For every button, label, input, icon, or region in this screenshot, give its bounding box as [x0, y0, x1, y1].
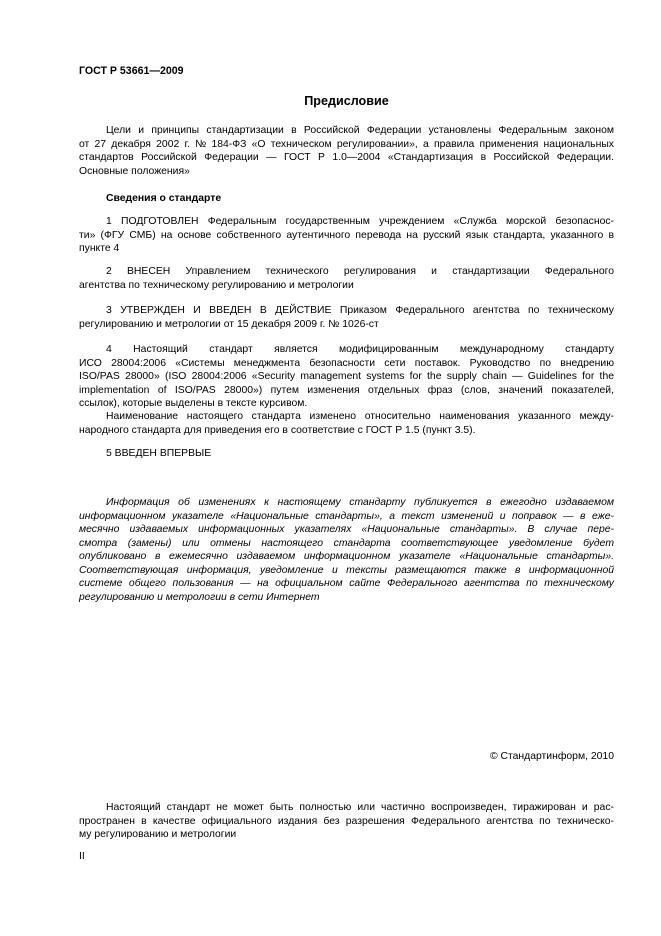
info-item-2 [79, 265, 614, 292]
foreword-title: Предисловие [304, 94, 389, 108]
item-line: 5 ВВЕДЕН ВПЕРВЫЕ [106, 448, 212, 459]
notice-line: смотра (замены) или отмены настоящего стандарта соответствующее уведомление будет [79, 537, 614, 549]
item-line: пункте 4 [79, 243, 120, 254]
info-item-1 [79, 215, 614, 256]
running-header [79, 65, 614, 79]
publication-notice [79, 496, 614, 604]
item-line: Наименование настоящего стандарта изменено относительно наименования указанного между- [106, 411, 614, 422]
intro-paragraph [79, 124, 614, 178]
intro-line: от 27 декабря 2002 г. № 184-ФЗ «О техническом регулировании», а правила применения национальных [79, 138, 614, 150]
foreword-title-block [79, 93, 614, 109]
item-line: народного стандарта для приведения его в соответствие с ГОСТ Р 1.5 (пункт 3.5). [79, 424, 476, 436]
notice-line: Соответствующая информация, уведомление и тексты размещаются также в информационной [79, 564, 614, 576]
info-item-4 [79, 343, 614, 411]
intro-line: Цели и принципы стандартизации в Российской Федерации установлены Федеральным законом [106, 125, 614, 136]
item-line: 1 ПОДГОТОВЛЕН Федеральным государственным учреждением «Служба морской безопаснос- [106, 216, 614, 227]
item-line: агентства по техническому регулированию и метрологии [79, 279, 354, 291]
info-item-4-note [79, 410, 614, 437]
notice-line: информационном указателе «Национальные стандарты», а текст изменений и поправок — в еже- [79, 510, 614, 522]
item-line: implementation of ISO/PAS 28000») путем изменения отдельных фраз (слов, значений показателей, [79, 384, 614, 396]
item-line: 3 УТВЕРЖДЕН И ВВЕДЕН В ДЕЙСТВИЕ Приказом Федерального агентства по техническому [106, 305, 614, 316]
standard-info-heading: Сведения о стандарте [106, 193, 222, 204]
reproduction-line: Настоящий стандарт не может быть полностью или частично воспроизведен, тиражирован и рас- [106, 802, 614, 813]
notice-line: регулированию и метрологии в сети Интернет [79, 591, 320, 603]
notice-line: опубликовано в ежемесячно издаваемом информационном указателе «Национальные стандарты». [79, 551, 614, 562]
notice-line: Информация об изменениях к настоящему стандарту публикуется в ежегодно издаваемом [106, 497, 614, 508]
item-line: ИСО 28004:2006 «Системы менеджмента безопасности сети поставок. Руководство по внедрению [79, 357, 614, 369]
info-item-3 [79, 304, 614, 331]
notice-line: месячно издаваемых информационных указателях «Национальные стандарты». В случае пере- [79, 524, 614, 535]
info-item-5 [79, 447, 614, 461]
reproduction-notice [79, 801, 614, 842]
item-line: регулированию и метрологии от 15 декабря 2009 г. № 1026-ст [79, 318, 379, 330]
reproduction-line: пространен в качестве официального издания без разрешения Федерального агентства по техническо- [79, 815, 614, 827]
item-line: 2 ВНЕСЕН Управлением технического регулирования и стандартизации Федерального [106, 266, 614, 277]
copyright-block [79, 750, 614, 764]
intro-line: Основные положения» [79, 165, 190, 177]
item-line: ссылок), которые выделены в тексте курсивом. [79, 398, 308, 409]
page-number-block [79, 850, 614, 864]
notice-line: системе общего пользования — на официальном сайте Федерального агентства по техническому [79, 578, 614, 589]
reproduction-line: му регулированию и метрологии [79, 829, 237, 840]
item-line: ти» (ФГУ СМБ) на основе собственного аутентичного перевода на русский язык стандарта, указанного в [79, 229, 614, 241]
standard-info-heading-block [79, 192, 614, 206]
intro-line: стандартов Российской Федерации — ГОСТ Р 1.0—2004 «Стандартизация в Российской Федерации. [79, 152, 614, 163]
document-number: ГОСТ Р 53661—2009 [79, 65, 184, 77]
copyright-notice: © Стандартинформ, 2010 [489, 751, 614, 762]
item-line: 4 Настоящий стандарт является модифицированным международному стандарту [106, 344, 614, 355]
page-number: II [79, 851, 85, 862]
item-line: ISO/PAS 28000» (ISO 28004:2006 «Security management systems for the supply chain — Guidelines for the [79, 371, 614, 382]
